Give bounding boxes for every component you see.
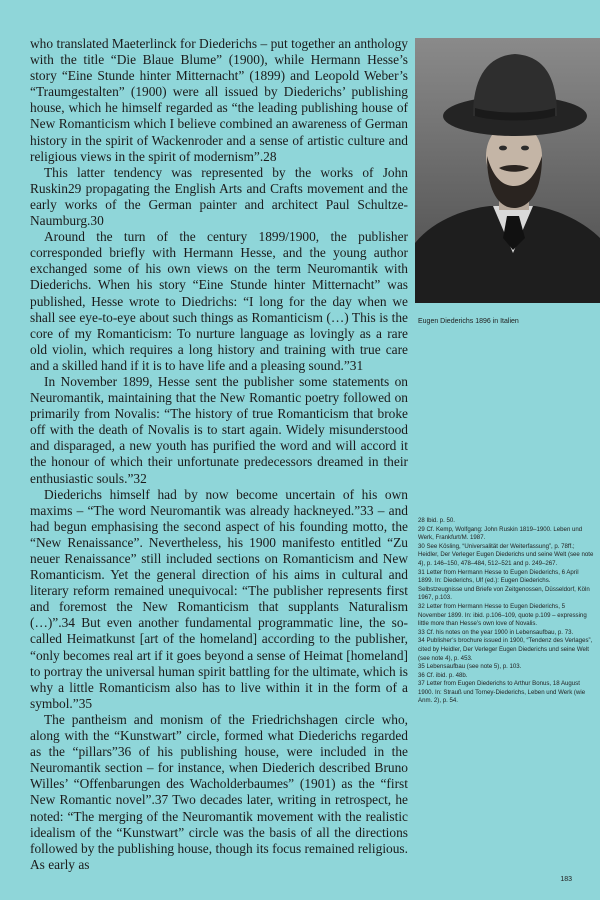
footnote: 29 Cf. Kemp, Wolfgang: John Ruskin 1819–1900. Leben und Werk, Frankfurt/M. 1987. — [418, 525, 583, 542]
portrait-photo — [415, 38, 600, 303]
footnote: 36 Cf. ibid. p. 48b. — [418, 671, 468, 679]
footnote: 31 Letter from Hermann Hesse to Eugen Diederichs, 6 April 1899. In: Diederichs, Ulf (ed.): Eugen Diederichs. Selbstzeugnisse und Briefe von Zeitgenossen, Düsseldorf, Köln 1967, p.103. — [418, 568, 590, 602]
footnote: 30 See Kösling, “Universalität der Weiterfassung”, p. 78ff.; Heidler, Der Verleger Eugen Diederichs und seine Welt (see note 4), p. 146–150, 478–484, 512–521 and p. 249–267. — [418, 542, 594, 567]
body-paragraph: The pantheism and monism of the Friedrichshagen circle who, along with the “Kunstwart” circle, formed what Diederichs regarded as the “pillars”36 of his publishing house, were included in the Neuromantik section – for instance, when Diederich described Bruno Willes’ “Offenbarungen des Wacholderbaumes” (1901) as the “first New Romantic novel”.37 Two decades later, writing in retrospect, he noted: “The merging of the Neuromantik movement with the realistic idealism of the “Kunstwart” circle was the basis of all the directions followed by the publishing house, though its focus remained religious. As early as — [30, 711, 408, 872]
footnote: 35 Lebensaufbau (see note 5), p. 103. — [418, 663, 522, 671]
footnote: 33 Cf. his notes on the year 1900 in Lebensaufbau, p. 73. — [418, 628, 574, 636]
body-paragraph: Diederichs himself had by now become uncertain of his own maxims – “The word Neuromantik was already hackneyed.”33 – and had begun emphasising the second aspect of his founding motto, the “New Renaissance”. Nevertheless, his 1900 manifesto entitled “Zu neuer Renaissance” still included sections on Romanticism and New Romanticism. Yet the general direction of his aims in cultural and literary reform remained unequivocal: “The publisher represents first and foremost the New Romanticism that supplants Naturalism (…)”.34 But even another fundamental programmatic line, the so-called Heimatkunst [art of the homeland] according to the publisher, “only becomes real art if it goes beyond a sense of Heimat [homeland] to portray the universal human spirit battling for the ultimate, which is why a little Romanticism also has to live within it in the form of a symbol.”35 — [30, 486, 408, 711]
body-paragraph: who translated Maeterlinck for Diederichs – put together an anthology with the title “Die Blaue Blume” (1900), while Hermann Hesse’s story “Eine Stunde hinter Mitternacht” (1899) and Leopold Weber’s “Traumgestalten” (1900) were all issued by Diederichs’ publishing house, which he himself regarded as “the leading publishing house of New Romanticism which I believe combined an awareness of German history in the spirit of Wackenroder and a sense of artistic culture and religious views in the spirit of modernism”.28 — [30, 36, 408, 164]
footnote: 32 Letter from Hermann Hesse to Eugen Diederichs, 5 November 1899. In: ibid. p.106–109, quote p.109 – expressing little more than Hesse’s own love of Novalis. — [418, 602, 587, 628]
footnotes — [418, 517, 594, 706]
footnote: 37 Letter from Eugen Diederichs to Arthur Bonus, 18 August 1900. In: Strauß und Torney-Diederichs, Leben und Werk (wie Anm. 2), p. 54. — [418, 680, 586, 705]
photo-caption: Eugen Diederichs 1896 in Italien — [418, 318, 519, 325]
body-paragraph: In November 1899, Hesse sent the publisher some statements on Neuromantik, maintaining that the New Romantic poetry followed on primarily from Novalis: “The history of true Romanticism that broke off with the death of Novalis is to start again. Widely misunderstood and disparaged, a new youth has purified the word and will accord it the honour of which their unfortunate predecessors dreamed in their enthusiastic souls.”32 — [30, 373, 408, 486]
main-text-column — [30, 36, 408, 873]
page-number: 183 — [560, 876, 572, 883]
footnote: 28 Ibid. p. 50. — [418, 517, 455, 524]
body-paragraph: This latter tendency was represented by the works of John Ruskin29 propagating the English Arts and Crafts movement and the early works of the German painter and architect Paul Schultze-Naumburg.30 — [30, 164, 408, 229]
footnote: 34 Publisher’s brochure issued in 1900, “Tendenz des Verlages”, cited by Heidler, Der Verleger Eugen Diederichs und seine Welt (see note 4), p. 453. — [418, 637, 593, 662]
body-paragraph: Around the turn of the century 1899/1900, the publisher corresponded briefly with Hermann Hesse, and the young author exchanged some of his own views on the term Neuromantik with Diederichs. When his story “Eine Stunde hinter Mitternacht” was published, Hesse wrote to Diedrichs: “I long for the day when we shall see eye-to-eye about such things as Romanticism (…) This is the core of my Romanticism: To nurture language as lovingly as a rare old violin, which requires a long history and training with true care and a skilled hand if it is to have life and a pleasing sound.”31 — [30, 229, 408, 373]
